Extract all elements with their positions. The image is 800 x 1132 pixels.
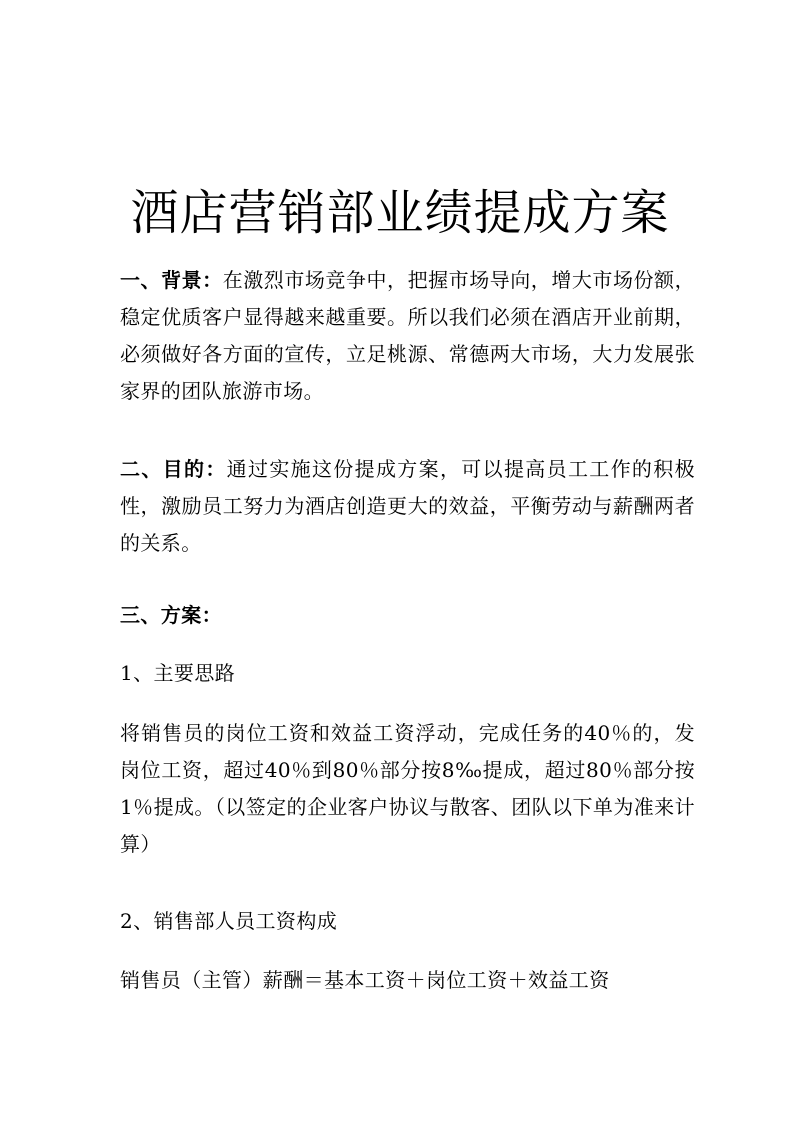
section-label: 三、方案：	[120, 603, 222, 627]
item-text-2: 销售员（主管）薪酬＝基本工资＋岗位工资＋效益工资	[120, 968, 610, 992]
section-text: 通过实施这份提成方案，可以提高员工工作的积极性，激励员工努力为酒店创造更大的效益，平衡劳动与薪酬两者的关系。	[120, 457, 695, 555]
document-title: 酒店营销部业绩提成方案	[130, 185, 670, 241]
section-plan	[120, 597, 695, 634]
section-text: 在激烈市场竞争中，把握市场导向，增大市场份额，稳定优质客户显得越来越重要。所以我们必须在酒店开业前期，必须做好各方面的宣传，立足桃源、常德两大市场，大力发展张家界的团队旅游市场。	[120, 268, 695, 403]
section-label: 二、目的：	[120, 457, 227, 481]
section-background	[120, 262, 695, 410]
item-heading-2: 2、销售部人员工资构成	[120, 909, 338, 933]
item-heading-1: 1、主要思路	[120, 661, 236, 685]
section-label: 一、背景：	[120, 268, 223, 292]
section-purpose	[120, 451, 695, 562]
item-text-1: 将销售员的岗位工资和效益工资浮动，完成任务的40％的，发岗位工资，超过40％到80％部分按8‰提成，超过80％部分按1％提成。（以签定的企业客户协议与散客、团队以下单为准来计算）	[120, 721, 695, 856]
